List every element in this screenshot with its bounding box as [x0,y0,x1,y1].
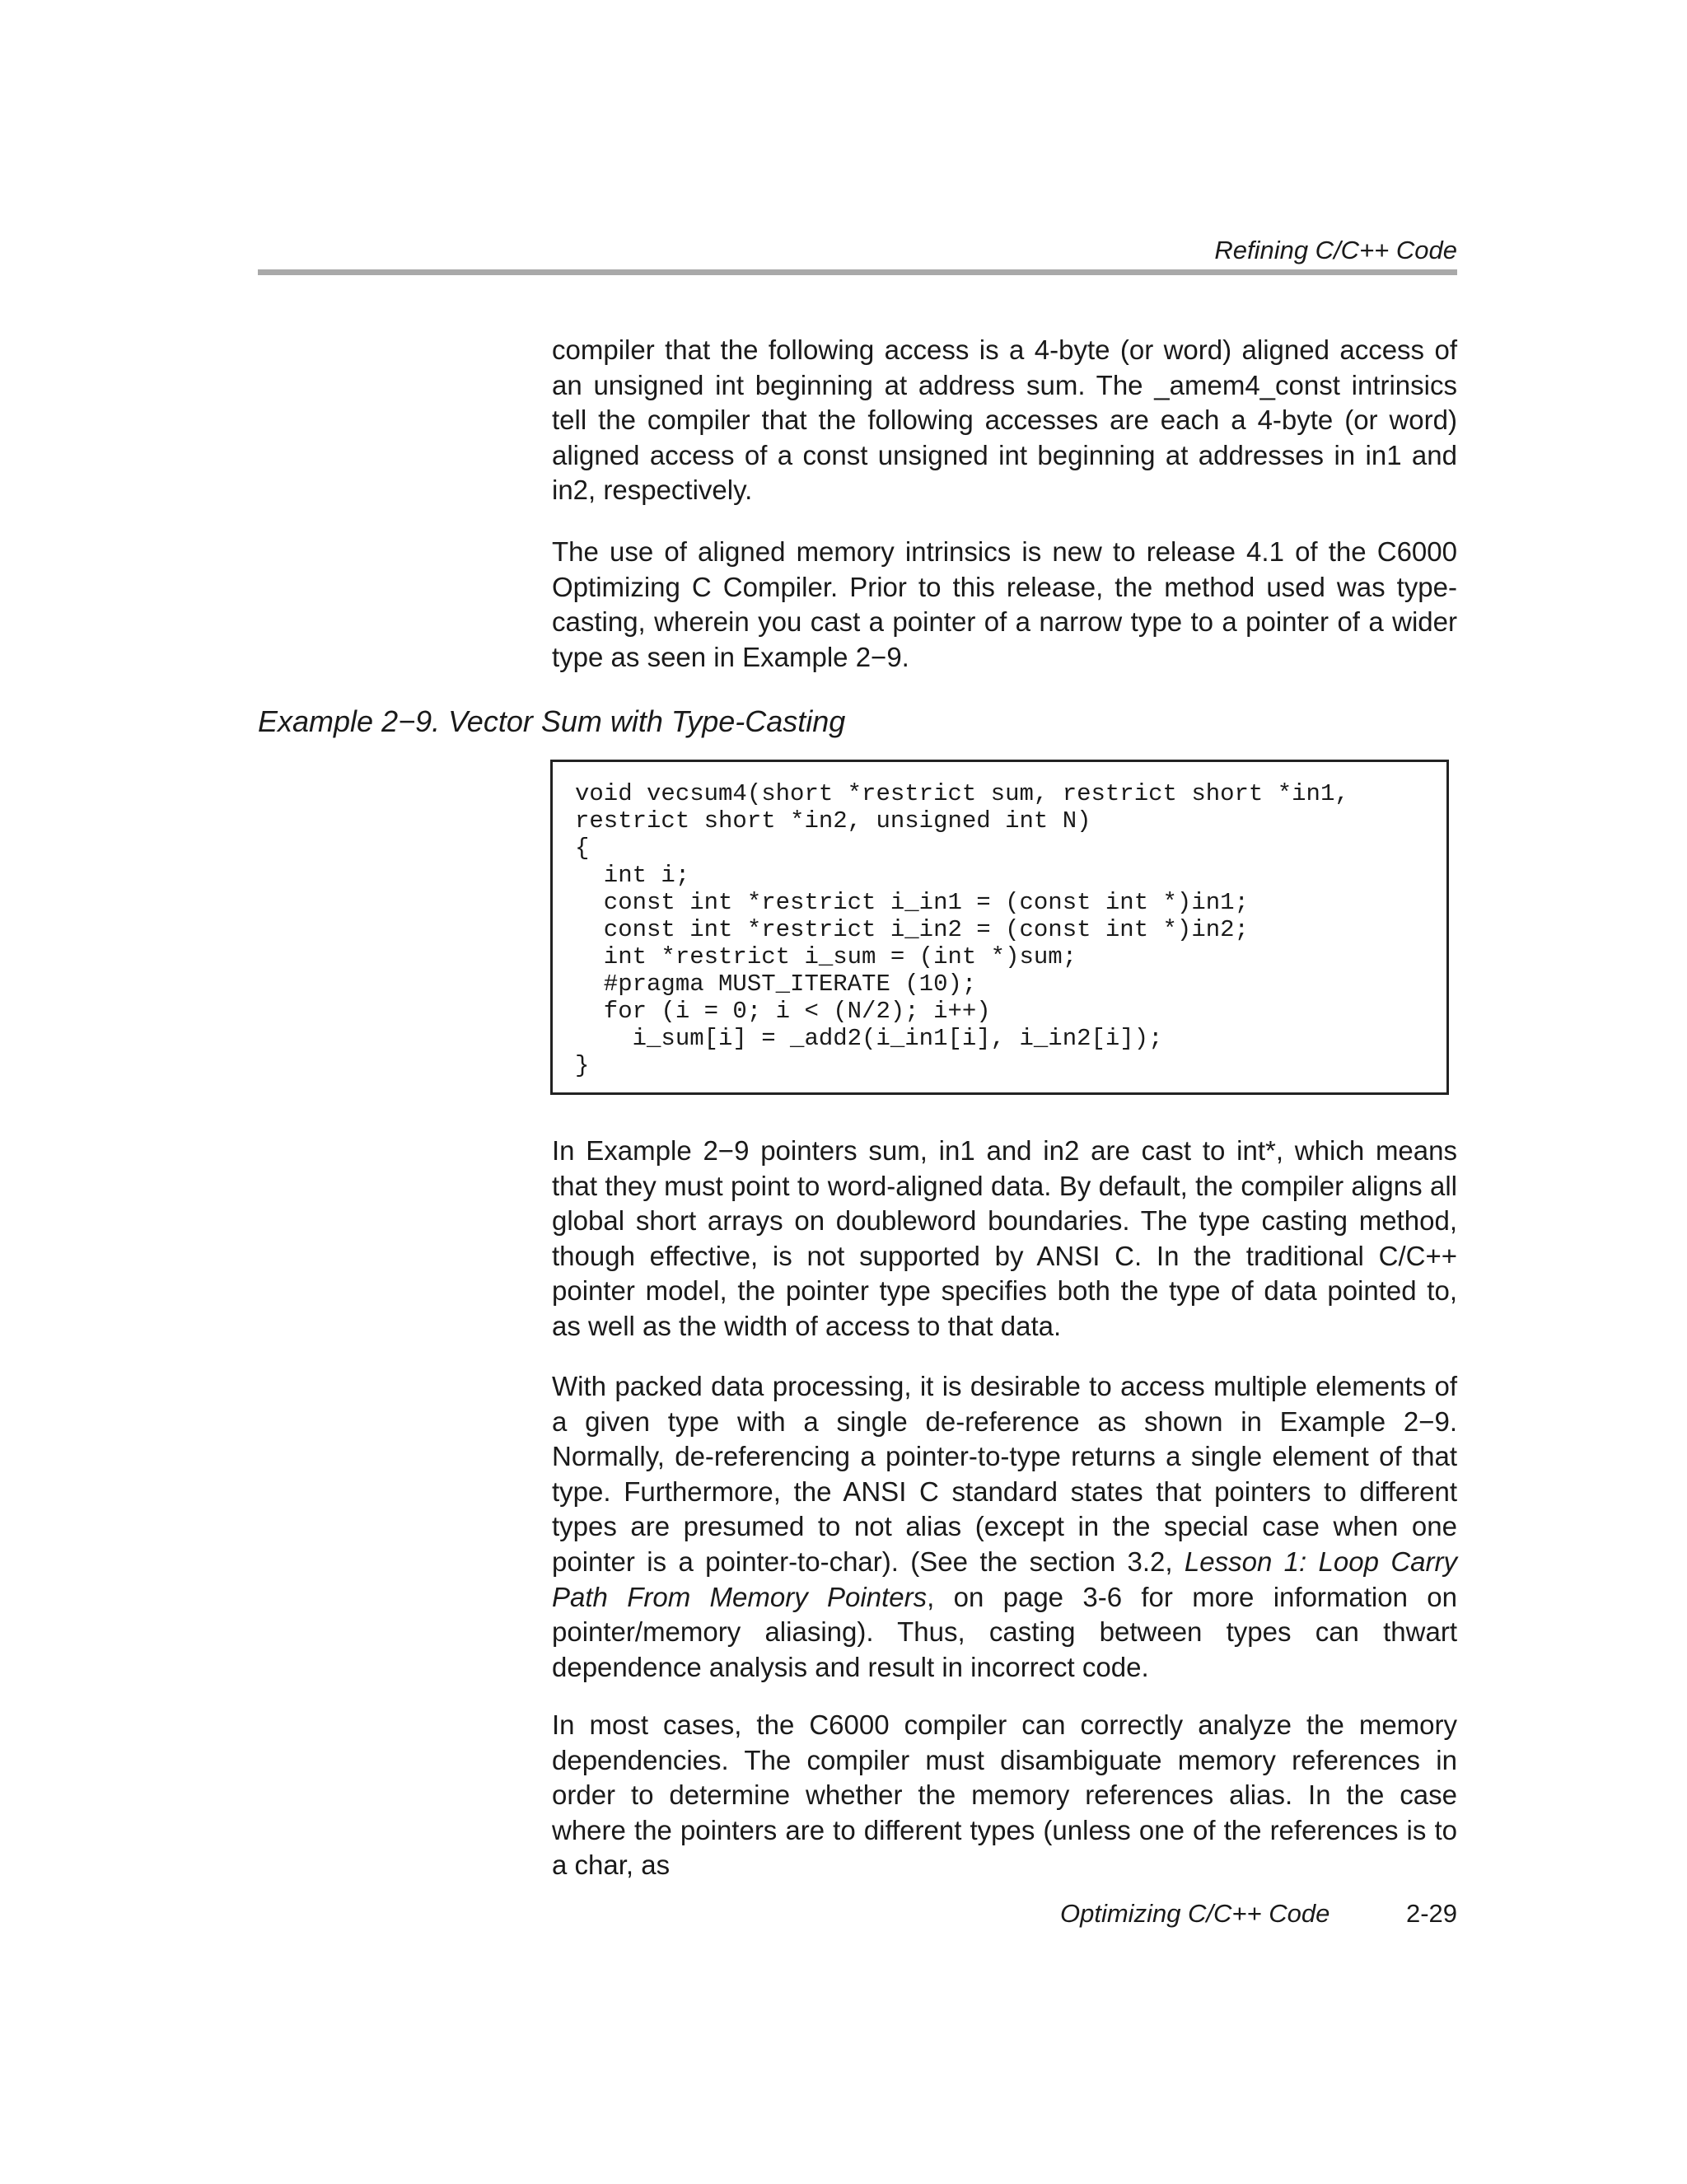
paragraph-text: compiler that the following access is a 4-byte (or word) aligned access of an unsigned int beginning at address sum. The _amem4_const intrinsics tell the compiler that the following accesses are each a 4-byte (or word) aligned access of a const unsigned int beginning at addresses in in1 and in2, respectively. [552,334,1457,506]
body-paragraph-3 [552,1134,1457,1345]
example-caption: Example 2−9. Vector Sum with Type-Casting [258,704,846,738]
paragraph-text-part: With packed data processing, it is desirable to access multiple elements of a given type with a single de-reference as shown in Example 2−9. Normally, de-referencing a pointer-to-type returns a single element of that type. Furthermore, the ANSI C standard states that pointers to different types are presumed to not alias (except in the special case when one pointer is a pointer-to-char). (See the section 3.2, [552,1371,1457,1577]
body-paragraph-1 [552,333,1457,508]
code-listing: void vecsum4(short *restrict sum, restrict short *in1, restrict short *in2, unsigned int N) { int i; const int *restrict i_in1 = (const int *)in1; const int *restrict i_in2 = (const int *)in2; int *restrict i_sum = (int *)sum; #pragma MUST_ITERATE (10); for (i = 0; i < (N/2); i++) i_sum[i] = _add2(i_in1[i], i_in2[i]); } [575,780,1349,1079]
header-rule [258,269,1457,275]
page-number: 2-29 [1405,1899,1457,1928]
body-paragraph-5 [552,1708,1457,1883]
body-paragraph-2 [552,535,1457,675]
running-footer-title: Optimizing C/C++ Code [1060,1899,1330,1928]
code-listing-box [550,760,1449,1095]
section-reference: Lesson 1: Loop Carry Path From Memory Pointers [552,1546,1457,1612]
paragraph-text: The use of aligned memory intrinsics is new to release 4.1 of the C6000 Optimizing C Compiler. Prior to this release, the method used was type-casting, wherein you cast a pointer of a narrow type to a pointer of a wider type as seen in Example 2−9. [552,536,1457,672]
paragraph-text [552,1369,1457,1685]
paragraph-text: In Example 2−9 pointers sum, in1 and in2 are cast to int*, which means that they must point to word-aligned data. By default, the compiler aligns all global short arrays on doubleword boundaries. The type casting method, though effective, is not supported by ANSI C. In the traditional C/C++ pointer model, the pointer type specifies both the type of data pointed to, as well as the width of access to that data. [552,1135,1457,1341]
paragraph-text: In most cases, the C6000 compiler can correctly analyze the memory dependencies. The compiler must disambiguate memory references in order to determine whether the memory references alias. In the case where the pointers are to different types (unless one of the references is to a char, as [552,1709,1457,1881]
body-paragraph-4 [552,1369,1457,1685]
running-header-title: Refining C/C++ Code [1214,236,1457,264]
paragraph-text-part: , on page 3-6 for more information on pointer/memory aliasing). Thus, casting between types can thwart dependence analysis and result in incorrect code. [552,1581,1457,1682]
